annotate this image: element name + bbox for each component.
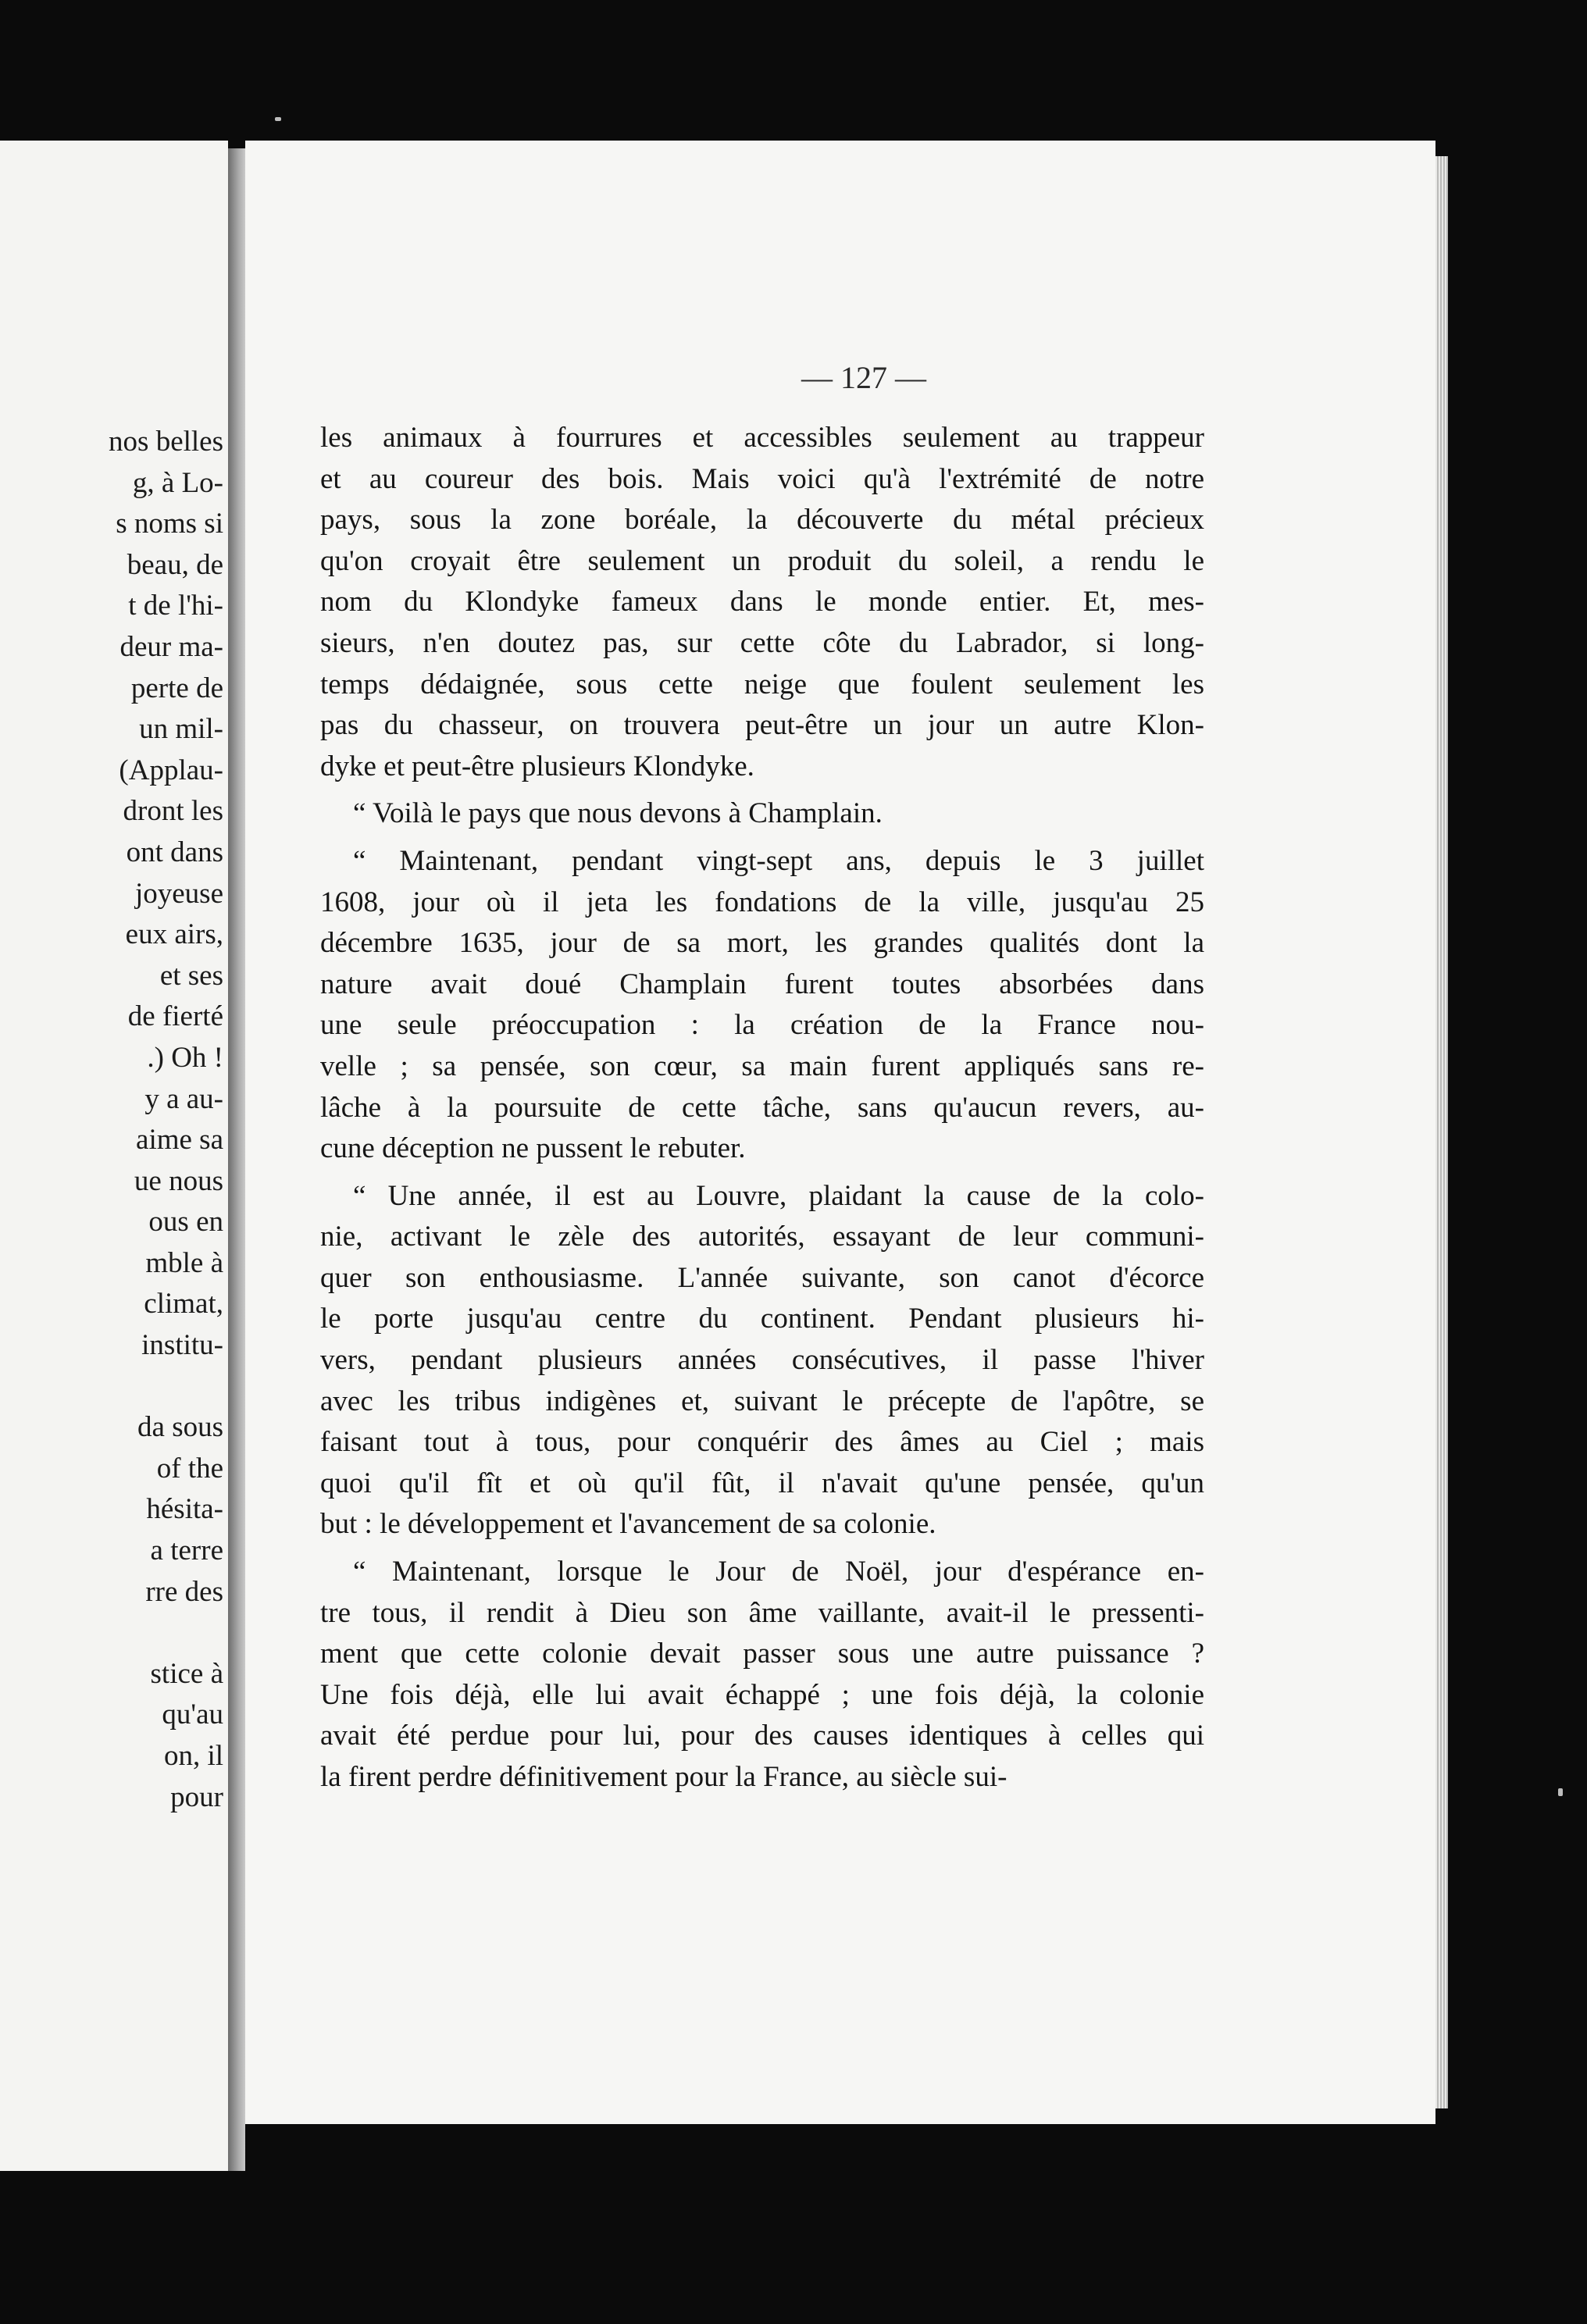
text-line: la firent perdre définitivement pour la France, au siècle sui- bbox=[320, 1761, 1007, 1793]
text-line: lâche à la poursuite de cette tâche, sans qu'aucun revers, au- bbox=[320, 1091, 1204, 1124]
previous-page-line: s noms si bbox=[116, 508, 223, 540]
text-line: velle ; sa pensée, son cœur, sa main furent appliqués sans re- bbox=[320, 1050, 1204, 1082]
page-body-text bbox=[320, 418, 1204, 1798]
previous-page-line: ous en bbox=[148, 1206, 223, 1239]
paragraph bbox=[320, 418, 1204, 787]
text-line: une seule préoccupation : la création de la France nou- bbox=[320, 1009, 1204, 1042]
previous-page-line: da sous bbox=[137, 1411, 223, 1444]
text-line: faisant tout à tous, pour conquérir des âmes au Ciel ; mais bbox=[320, 1426, 1204, 1459]
previous-page-line: deur ma- bbox=[119, 630, 223, 663]
previous-page-line: joyeuse bbox=[134, 877, 223, 910]
text-line: pas du chasseur, on trouvera peut-être un jour un autre Klon- bbox=[320, 709, 1204, 742]
paragraph-gap bbox=[320, 835, 1204, 841]
previous-page-line: climat, bbox=[144, 1288, 223, 1321]
text-line: et au coureur des bois. Mais voici qu'à l'extrémité de notre bbox=[320, 462, 1204, 495]
previous-page-line: pour bbox=[170, 1780, 223, 1813]
current-page bbox=[245, 141, 1435, 2124]
text-line: décembre 1635, jour de sa mort, les grandes qualités dont la bbox=[320, 927, 1204, 960]
text-line: cune déception ne pussent le rebuter. bbox=[320, 1132, 746, 1165]
previous-page-line: ue nous bbox=[134, 1164, 223, 1197]
text-line: tre tous, il rendit à Dieu son âme vaillante, avait-il le pressenti- bbox=[320, 1596, 1204, 1629]
text-line: nom du Klondyke fameux dans le monde entier. Et, mes- bbox=[320, 586, 1204, 618]
text-line: avec les tribus indigènes et, suivant le précepte de l'apôtre, se bbox=[320, 1385, 1204, 1417]
text-line: ment que cette colonie devait passer sous une autre puissance ? bbox=[320, 1638, 1204, 1670]
previous-page-line bbox=[0, 1367, 223, 1408]
paragraph-gap bbox=[320, 1545, 1204, 1552]
previous-page-text bbox=[0, 422, 223, 1818]
previous-page-line: t de l'hi- bbox=[128, 590, 223, 622]
text-line: vers, pendant plusieurs années consécutives, il passe l'hiver bbox=[320, 1344, 1204, 1377]
previous-page-line: rre des bbox=[145, 1575, 223, 1608]
previous-page-line: on, il bbox=[163, 1740, 223, 1772]
paragraph bbox=[320, 793, 1204, 835]
previous-page-line: .) Oh ! bbox=[147, 1041, 223, 1074]
paragraph-gap bbox=[320, 1170, 1204, 1176]
previous-page-line: stice à bbox=[150, 1657, 223, 1690]
dust-speck bbox=[1558, 1788, 1563, 1796]
text-line: quer son enthousiasme. L'année suivante, son canot d'écorce bbox=[320, 1261, 1204, 1294]
text-line: “ Maintenant, lorsque le Jour de Noël, jour d'espérance en- bbox=[353, 1556, 1204, 1588]
previous-page-line: a terre bbox=[150, 1534, 223, 1567]
paragraph bbox=[320, 841, 1204, 1170]
previous-page-line: ont dans bbox=[126, 836, 223, 868]
previous-page-line: eux airs, bbox=[125, 918, 223, 951]
text-line: “ Voilà le pays que nous devons à Champlain. bbox=[353, 797, 883, 830]
previous-page-line: of the bbox=[156, 1452, 223, 1485]
text-line: pays, sous la zone boréale, la découverte du métal précieux bbox=[320, 504, 1204, 536]
paragraph-gap bbox=[320, 787, 1204, 793]
text-line: nature avait doué Champlain furent toutes absorbées dans bbox=[320, 968, 1204, 1000]
text-line: “ Maintenant, pendant vingt-sept ans, depuis le 3 juillet bbox=[353, 844, 1204, 877]
text-line: nie, activant le zèle des autorités, essayant de leur communi- bbox=[320, 1221, 1204, 1253]
text-line: les animaux à fourrures et accessibles seulement au trappeur bbox=[320, 422, 1204, 454]
text-line: temps dédaignée, sous cette neige que foulent seulement les bbox=[320, 668, 1204, 700]
text-line: quoi qu'il fît et où qu'il fût, il n'avait qu'une pensée, qu'un bbox=[320, 1467, 1204, 1499]
previous-page-line: de fierté bbox=[127, 1000, 223, 1033]
text-line: avait été perdue pour lui, pour des causes identiques à celles qui bbox=[320, 1720, 1204, 1752]
previous-page-fragment bbox=[0, 141, 228, 2171]
previous-page-line: (Applau- bbox=[119, 754, 223, 786]
previous-page-line: un mil- bbox=[139, 713, 223, 746]
previous-page-line: dront les bbox=[123, 795, 223, 828]
text-line: le porte jusqu'au centre du continent. Pendant plusieurs hi- bbox=[320, 1303, 1204, 1335]
previous-page-line: institu- bbox=[141, 1329, 223, 1362]
previous-page-line: y a au- bbox=[144, 1082, 223, 1115]
previous-page-line: perte de bbox=[130, 672, 223, 704]
text-line: 1608, jour où il jeta les fondations de la ville, jusqu'au 25 bbox=[320, 886, 1204, 918]
previous-page-line bbox=[0, 1613, 223, 1654]
text-line: dyke et peut-être plusieurs Klondyke. bbox=[320, 750, 754, 782]
text-line: “ Une année, il est au Louvre, plaidant la cause de la colo- bbox=[353, 1179, 1204, 1212]
previous-page-line: aime sa bbox=[136, 1124, 223, 1157]
previous-page-line: mble à bbox=[145, 1246, 223, 1279]
page-edge-stack bbox=[1435, 156, 1448, 2108]
previous-page-line: hésita- bbox=[146, 1493, 223, 1526]
text-line: sieurs, n'en doutez pas, sur cette côte du Labrador, si long- bbox=[320, 626, 1204, 659]
previous-page-line: g, à Lo- bbox=[132, 466, 223, 499]
previous-page-line: qu'au bbox=[162, 1698, 223, 1731]
previous-page-line: nos belles bbox=[109, 426, 223, 458]
text-line: Une fois déjà, elle lui avait échappé ; une fois déjà, la colonie bbox=[320, 1678, 1204, 1711]
paragraph bbox=[320, 1552, 1204, 1798]
previous-page-line: beau, de bbox=[127, 548, 223, 581]
previous-page-line: et ses bbox=[159, 959, 223, 992]
text-line: qu'on croyait être seulement un produit du soleil, a rendu le bbox=[320, 544, 1204, 577]
text-line: but : le développement et l'avancement de sa colonie. bbox=[320, 1508, 936, 1541]
page-number: — 127 — bbox=[801, 360, 926, 395]
paragraph bbox=[320, 1176, 1204, 1545]
dust-speck bbox=[275, 117, 281, 121]
book-gutter-shadow bbox=[228, 148, 245, 2171]
